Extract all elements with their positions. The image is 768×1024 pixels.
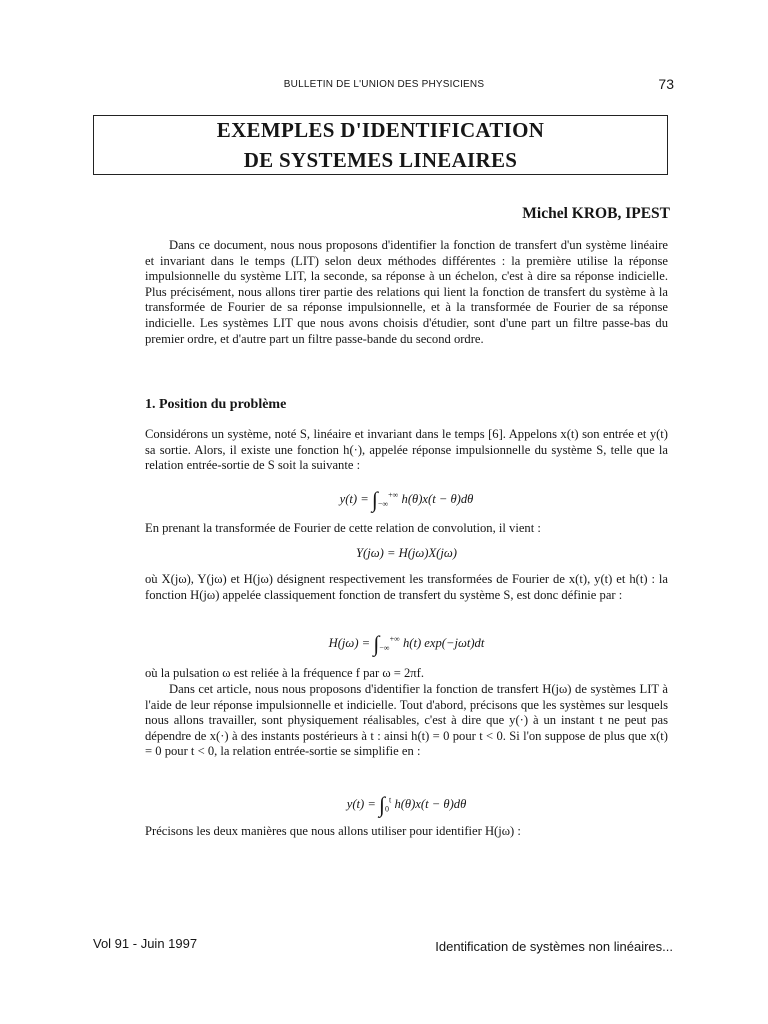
paragraph-1: Considérons un système, noté S, linéaire et invariant dans le temps [6]. Appelons x(t) son entrée et y(t) sa sortie. Alors, il existe une fonction h(·), appelée réponse impulsionnelle du système S, telle que la relation entrée-sortie de S soit la suivante : bbox=[145, 427, 668, 473]
equation-1-left: y(t) = bbox=[339, 491, 369, 506]
equation-2: Y(jω) = H(jω)X(jω) bbox=[356, 546, 457, 560]
footer-running-title: Identification de systèmes non linéaires... bbox=[435, 939, 673, 954]
equation-1 bbox=[145, 487, 668, 513]
integral-lower-bound: 0 bbox=[385, 804, 390, 814]
integral-lower-bound: −∞ bbox=[377, 499, 389, 509]
paragraph-4: où la pulsation ω est reliée à la fréquence f par ω = 2πf. bbox=[145, 666, 425, 680]
article-title-line-2: DE SYSTEMES LINEAIRES bbox=[243, 148, 518, 172]
equation-3 bbox=[145, 631, 668, 657]
integral-upper-bound: +∞ bbox=[388, 490, 399, 500]
journal-header: BULLETIN DE L'UNION DES PHYSICIENS bbox=[283, 79, 485, 90]
paragraph-5: Dans cet article, nous nous proposons d'identifier la fonction de transfert H(jω) de systèmes LIT à l'aide de leur réponse impulsionnelle et indicielle. Tout d'abord, précisons que les systèmes sur lesquels nous allons travailler, sont physiquement réalisables, c'est à dire que y(·) à un instant t ne peut pas dépendre de x(·) à des instants postérieurs à t : ainsi h(t) = 0 pour t < 0. Si l'on suppose de plus que x(t) = 0 pour t < 0, la relation entrée-sortie se simplifie en : bbox=[145, 682, 668, 759]
integral-upper-bound: t bbox=[389, 795, 392, 805]
paragraph-6: Précisons les deux manières que nous allons utiliser pour identifier H(jω) : bbox=[145, 824, 521, 838]
page-number: 73 bbox=[658, 76, 674, 92]
intro-paragraph: Dans ce document, nous nous proposons d'identifier la fonction de transfert d'un système linéaire et invariant dans le temps (LIT) selon deux méthodes différentes : la première utilise la réponse impulsionnelle du système LIT, la seconde, sa réponse à un échelon, c'est à dire sa réponse indicielle. Plus précisément, nous allons tirer partie des relations qui lient la fonction de transfert du système à la transformée de Fourier de sa réponse impulsionnelle, et à la transformée de Fourier de sa réponse indicielle. Les systèmes LIT que nous avons choisis d'étudier, sont d'une part un filtre passe-bas du premier ordre, et d'autre part un filtre passe-bande du second ordre. bbox=[145, 238, 668, 346]
integral-lower-bound: −∞ bbox=[379, 643, 390, 653]
paragraph-3: où X(jω), Y(jω) et H(jω) désignent respectivement les transformées de Fourier de x(t), y(t) et h(t) : la fonction H(jω) appelée classiquement fonction de transfert du système S, est donc définie par : bbox=[145, 572, 668, 602]
paragraph-2: En prenant la transformée de Fourier de cette relation de convolution, il vient : bbox=[145, 521, 541, 535]
article-title-line-1: EXEMPLES D'IDENTIFICATION bbox=[216, 118, 545, 142]
author: Michel KROB, IPEST bbox=[522, 205, 670, 222]
integral-upper-bound: +∞ bbox=[389, 634, 400, 644]
equation-1-right: h(θ)x(t − θ)dθ bbox=[401, 491, 474, 506]
integral-sign: ∫ bbox=[373, 631, 380, 656]
equation-3-right: h(t) exp(−jωt)dt bbox=[402, 635, 485, 650]
equation-4-right: h(θ)x(t − θ)dθ bbox=[394, 796, 467, 811]
section-title: 1. Position du problème bbox=[145, 397, 287, 412]
footer-volume: Vol 91 - Juin 1997 bbox=[93, 936, 198, 951]
equation-4 bbox=[145, 792, 668, 818]
equation-3-left: H(jω) = bbox=[328, 635, 371, 650]
integral-sign: ∫ bbox=[379, 792, 386, 817]
article-title-box bbox=[93, 115, 668, 175]
equation-4-left: y(t) = bbox=[346, 796, 376, 811]
integral-sign: ∫ bbox=[371, 487, 378, 512]
